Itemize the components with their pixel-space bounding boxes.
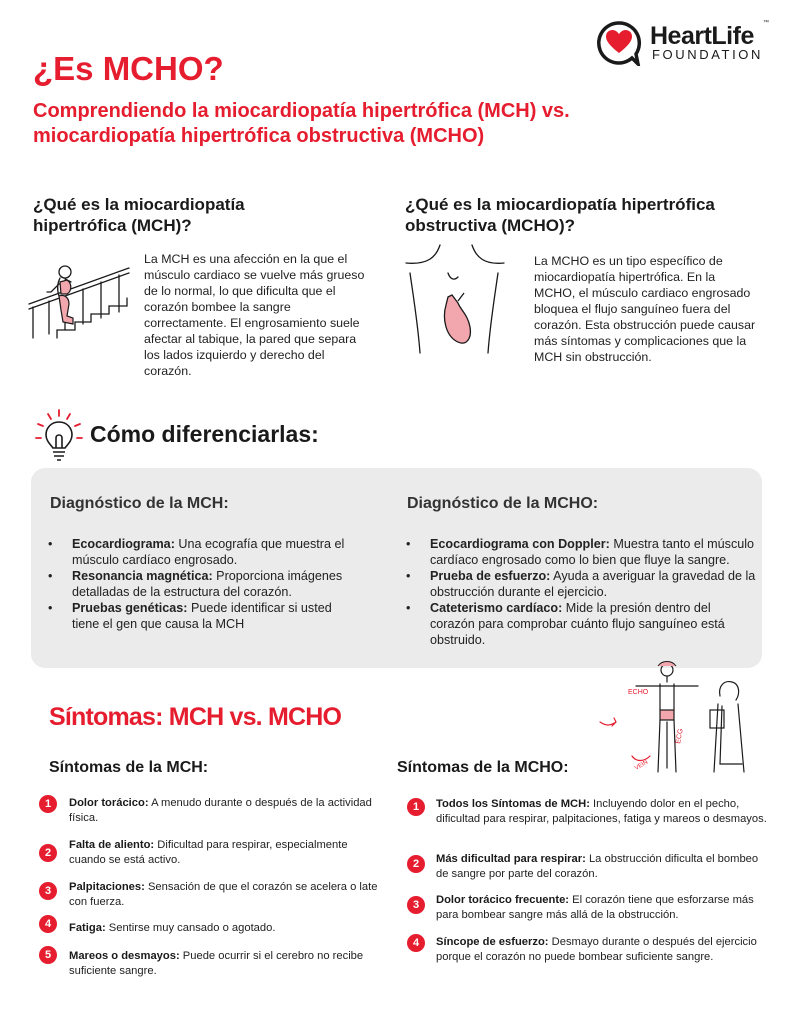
list-item	[48, 536, 348, 568]
mch-symptom-item	[69, 796, 387, 825]
diagnosis-desc: Proporciona imágenes detalladas de la estructura del corazón.	[72, 569, 343, 599]
symptom-desc: La obstrucción dificulta el bombeo de sangre por parte del corazón.	[436, 853, 759, 880]
mch-question-heading: ¿Qué es la miocardiopatía hipertrófica (MCH)?	[33, 195, 245, 235]
mch-symptoms-heading: Síntomas de la MCH:	[49, 759, 209, 776]
mcho-symptom-item	[436, 935, 772, 964]
symptom-term: Falta de aliento:	[69, 839, 155, 851]
diagnosis-desc: Muestra tanto el músculo cardíaco engrosado como lo bien que fluye la sangre.	[430, 537, 755, 567]
symptom-term: Dolor torácico frecuente:	[436, 894, 570, 906]
lightbulb-icon	[34, 408, 84, 462]
heartlife-logo-icon	[596, 20, 642, 66]
number-badge: 2	[407, 855, 425, 873]
diagnosis-desc: Mide la presión dentro del corazón para comprobar cuánto flujo sanguíneo está obstruido.	[430, 601, 725, 647]
mcho-description: La MCHO es un tipo específico de miocardiopatía hipertrófica. En la MCHO, el músculo cardiaco engrosado bloquea el flujo sanguíneo fuera del corazón. Esta obstrucción puede causar más síntomas y complicaciones que la MCH sin obstrucción.	[534, 254, 756, 364]
diagnosis-desc: Una ecografía que muestra el músculo cardíaco engrosado.	[72, 537, 345, 567]
torso-heart-illustration	[400, 243, 510, 355]
symptom-desc: Sensación de que el corazón se acelera o late con fuerza.	[69, 881, 378, 908]
vein-label: VEIN	[634, 759, 650, 772]
mch-symptom-item	[69, 921, 387, 936]
diagnosis-term: Prueba de esfuerzo:	[430, 569, 551, 583]
number-badge: 3	[39, 882, 57, 900]
logo-foundation: FOUNDATION	[652, 47, 763, 62]
list-item	[48, 600, 348, 632]
number-badge: 4	[39, 915, 57, 933]
list-item	[406, 568, 756, 600]
logo-trademark: ™	[763, 20, 769, 26]
symptom-term: Dolor torácico:	[69, 797, 149, 809]
mcho-diagnosis-heading: Diagnóstico de la MCHO:	[407, 495, 599, 512]
page-title: ¿Es MCHO?	[33, 50, 224, 87]
diagnosis-desc: Ayuda a averiguar la gravedad de la obstrucción durante el ejercicio.	[430, 569, 756, 599]
mcho-question-heading: ¿Qué es la miocardiopatía hipertrófica obstructiva (MCHO)?	[405, 195, 715, 235]
diagnosis-desc: Puede identificar si usted tiene el gen que causa la MCH	[72, 601, 332, 631]
bullet-dot: •	[48, 537, 53, 551]
page-subtitle: Comprendiendo la miocardiopatía hipertrófica (MCH) vs. miocardiopatía hipertrófica obstructiva (MCHO)	[33, 100, 570, 147]
number-badge: 4	[407, 934, 425, 952]
symptom-term: Fatiga:	[69, 922, 106, 934]
symptom-desc: Dificultad para respirar, especialmente cuando se está activo.	[69, 839, 348, 866]
bullet-dot: •	[48, 569, 53, 583]
mcho-symptom-item	[436, 893, 772, 922]
list-item	[406, 536, 756, 568]
symptom-desc: El corazón tiene que esforzarse más para bombear sangre más allá de la obstrucción.	[436, 894, 754, 921]
number-badge: 1	[407, 798, 425, 816]
diagnosis-term: Pruebas genéticas:	[72, 601, 188, 615]
symptom-desc: Incluyendo dolor en el pecho, dificultad para respirar, palpitaciones, fatiga y mareos o desmayos.	[436, 798, 767, 825]
symptom-desc: Sentirse muy cansado o agotado.	[105, 922, 276, 934]
differentiate-heading: Cómo diferenciarlas:	[90, 421, 319, 447]
bullet-dot: •	[406, 601, 411, 615]
echo-label: ECHO	[628, 689, 649, 696]
diagnosis-term: Ecocardiograma con Doppler:	[430, 537, 610, 551]
number-badge: 2	[39, 844, 57, 862]
mch-diagnosis-heading: Diagnóstico de la MCH:	[50, 495, 229, 512]
mcho-symptoms-heading: Síntomas de la MCHO:	[397, 759, 569, 776]
mch-symptom-item	[69, 949, 391, 978]
mch-symptom-item	[69, 880, 387, 909]
symptom-term: Palpitaciones:	[69, 881, 145, 893]
mcho-symptom-item	[436, 797, 772, 826]
diagnosis-term: Cateterismo cardíaco:	[430, 601, 563, 615]
mch-description: La MCH es una afección en la que el músculo cardiaco se vuelve más grueso de lo normal, lo que dificulta que el corazón bombee la sangre correctamente. El engrosamiento suele afectar al tabique, la pared que separa los lados izquierdo y derecho del corazón.	[144, 252, 365, 378]
number-badge: 3	[407, 896, 425, 914]
symptom-term: Más dificultad para respirar:	[436, 853, 586, 865]
bullet-dot: •	[48, 601, 53, 615]
bullet-dot: •	[406, 537, 411, 551]
number-badge: 1	[39, 795, 57, 813]
symptoms-title: Síntomas: MCH vs. MCHO	[49, 703, 342, 731]
mch-symptom-item	[69, 838, 387, 867]
mcho-symptom-item	[436, 852, 772, 881]
stairs-climber-illustration	[27, 260, 137, 340]
doctor-patient-illustration	[592, 660, 762, 780]
symptom-term: Todos los Síntomas de MCH:	[436, 798, 590, 810]
symptom-desc: Puede ocurrir si el cerebro no recibe suficiente sangre.	[69, 950, 364, 977]
number-badge: 5	[39, 946, 57, 964]
list-item	[406, 600, 756, 648]
symptom-desc: A menudo durante o después de la actividad física.	[69, 797, 372, 824]
symptom-term: Síncope de esfuerzo:	[436, 936, 549, 948]
logo-brand-name: HeartLife	[650, 22, 754, 50]
diagnosis-term: Ecocardiograma:	[72, 537, 175, 551]
bullet-dot: •	[406, 569, 411, 583]
diagnosis-term: Resonancia magnética:	[72, 569, 213, 583]
mcho-diagnosis-list	[406, 536, 756, 648]
ecg-label: ECG	[675, 728, 685, 745]
symptom-desc: Desmayo durante o después del ejercicio porque el corazón no puede bombear suficiente sangre.	[436, 936, 757, 963]
list-item	[48, 568, 348, 600]
mch-diagnosis-list	[48, 536, 348, 632]
symptom-term: Mareos o desmayos:	[69, 950, 180, 962]
